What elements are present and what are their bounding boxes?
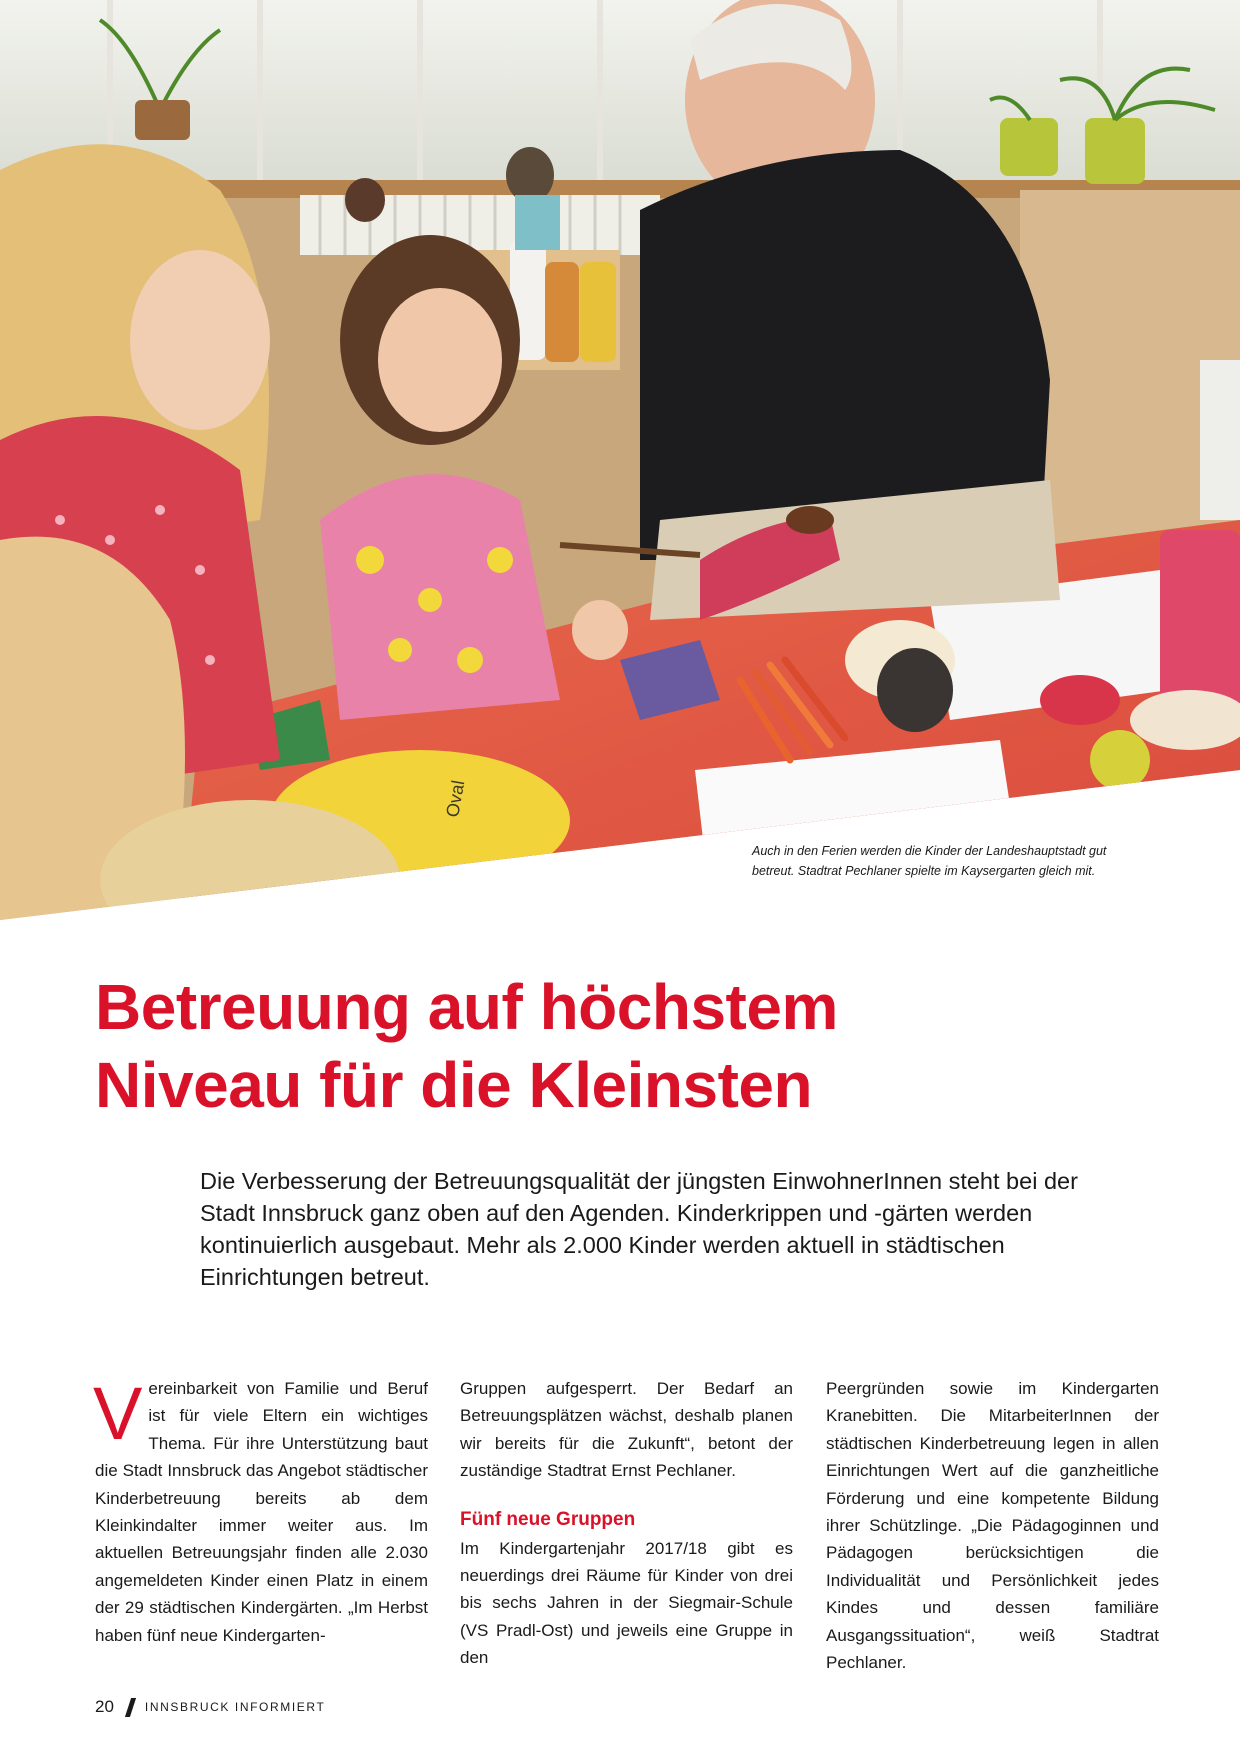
section-subheading: Fünf neue Gruppen xyxy=(460,1508,636,1530)
caption-line-1: Auch in den Ferien werden die Kinder der Landeshauptstadt gut xyxy=(752,844,1107,858)
article-lead: Die Verbesserung der Betreuungsqualität der jüngsten EinwohnerInnen steht bei der Stadt Innsbruck ganz oben auf den Agenden. Kinderkrippen und -gärten werden kontinuierlich ausgebaut. Mehr als 2.000 Kinder werden aktuell in städtischen Einrichtungen betreut. xyxy=(200,1168,1078,1290)
article-column-2 xyxy=(460,1375,793,1672)
headline-line-2: Niveau für die Kleinsten xyxy=(95,1049,813,1121)
article-headline xyxy=(95,968,1175,1124)
column-2-paragraph-2: Im Kindergartenjahr 2017/18 gibt es neuerdings drei Räume für Kinder von drei bis sechs Jahren in der Siegmair-Schule (VS Pradl-Ost) und jeweils eine Gruppe in den xyxy=(460,1538,793,1668)
drop-cap: V xyxy=(93,1372,143,1455)
article-column-1 xyxy=(93,1372,428,1649)
page-number: 20 xyxy=(95,1697,114,1716)
photo-caption xyxy=(752,841,1182,881)
magazine-name: INNSBRUCK INFORMIERT xyxy=(144,1700,326,1714)
footer-slash-icon xyxy=(125,1698,136,1717)
column-2-paragraph-1: Gruppen aufgesperrt. Der Bedarf an Betreuungsplätzen wächst, deshalb planen wir bereits für die Zukunft“, betont der zuständige Stadtrat Ernst Pechlaner. xyxy=(460,1379,793,1481)
caption-line-2: betreut. Stadtrat Pechlaner spielte im Kaysergarten gleich mit. xyxy=(752,864,1096,878)
headline-line-1: Betreuung auf höchstem xyxy=(95,971,838,1043)
table-mat-label: Oval xyxy=(442,778,469,819)
column-1-paragraph xyxy=(93,1372,428,1649)
column-1-text: ereinbarkeit von Familie und Beruf ist für viele Eltern ein wichtiges Thema. Für ihre Unterstützung baut die Stadt Innsbruck das Angebot städtischer Kinderbetreuung bereits ab dem Kleinkindalter immer weiter aus. Im aktuellen Betreuungsjahr finden alle 2.030 angemeldeten Kinder einen Platz in einem der 29 städtischen Kindergärten. „Im Herbst haben fünf neue Kindergarten- xyxy=(95,1379,428,1645)
article-column-3 xyxy=(826,1375,1159,1676)
page-footer xyxy=(95,1696,325,1718)
column-3-paragraph: Peergründen sowie im Kindergarten Kranebitten. Die MitarbeiterInnen der städtischen Kinderbetreuung legen in allen Einrichtungen Wert auf die ganzheitliche Förderung und eine kompetente Bildung ihrer Schützlinge. „Die Pädagoginnen und Pädagogen berücksichtigen die Individualität und Persönlichkeit jedes Kindes und dessen familiäre Ausgangssituation“, weiß Stadtrat Pechlaner. xyxy=(826,1379,1159,1673)
